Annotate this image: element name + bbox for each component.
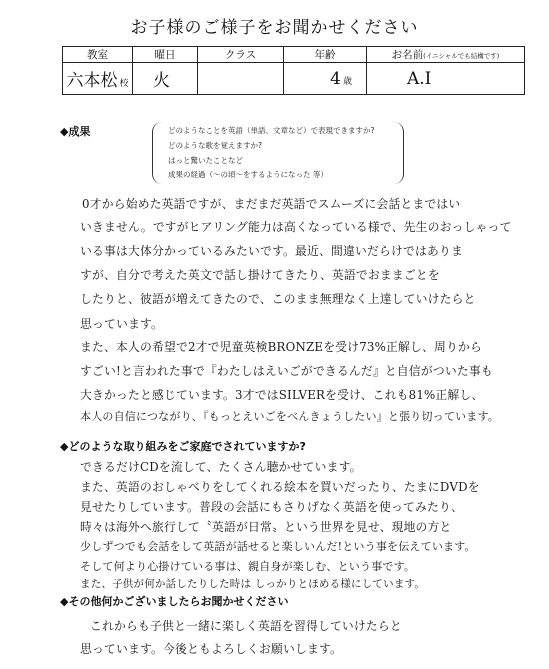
value-school bbox=[63, 63, 133, 95]
value-class bbox=[198, 63, 284, 95]
home-line: また、子供が何か話したりした時は しっかりとほめる様にしています。 bbox=[80, 578, 426, 590]
value-age bbox=[284, 63, 367, 95]
header-age: 年齢 bbox=[284, 47, 367, 63]
value-name bbox=[367, 63, 525, 95]
info-value-row bbox=[63, 63, 525, 95]
results-line: すごい!と言われた事で『わたしはえいごができるんだ』と自信がついた事も bbox=[80, 364, 493, 378]
school-suffix: 校 bbox=[119, 79, 129, 89]
other-line: これからも子供と一緒に楽しく英語を習得していけたらと bbox=[90, 619, 402, 633]
age-unit: 歳 bbox=[342, 76, 352, 87]
name-value: A.I bbox=[407, 68, 432, 89]
results-line: 0才から始めた英語ですが、まだまだ英語でスムーズに会話とまではい bbox=[82, 197, 461, 211]
header-day: 曜日 bbox=[133, 47, 198, 63]
home-line: また、英語のおしゃべりをしてくれる絵本を買いだったり、たまにDVDを bbox=[80, 480, 480, 494]
results-line: いきません。ですがヒアリング能力は高くなっている様で、先生のおっしゃって bbox=[80, 220, 512, 234]
form-title: お子様のご様子をお聞かせください bbox=[130, 18, 419, 38]
results-line: 思っています。 bbox=[80, 317, 164, 331]
results-line: すが、自分で考えた英文で話し掛けてきたり、英語でおままごとを bbox=[80, 268, 440, 282]
header-name bbox=[367, 47, 525, 63]
results-line: 大きかったと感じています。3才ではSILVERを受け、これも81%正解し、 bbox=[80, 388, 484, 402]
school-name: 六本松 bbox=[66, 71, 118, 91]
home-line: 見せたりしています。普段の会話にもさりげなく英語を使ってみたり、 bbox=[80, 500, 463, 514]
day-value: 火 bbox=[153, 71, 170, 91]
home-line: そして何より心掛けている事は、親自身が楽しむ、という事です。 bbox=[80, 560, 416, 573]
prompt-line: どのようなことを英語（単語、文章など）で表現できますか? bbox=[168, 126, 375, 135]
home-line: 少しずつでも会話をして英語が話せると楽しいんだ!という事を伝えています。 bbox=[80, 540, 476, 553]
results-line: いる事は大体分かっているみたいです。最近、間違いだらけではありま bbox=[80, 244, 463, 258]
header-name-label: お名前 bbox=[391, 49, 424, 61]
info-header-row bbox=[63, 47, 525, 63]
results-line: したりと、彼語が増えてきたので、このまま無理なく上達していけたらと bbox=[80, 292, 476, 306]
results-line: 本人の自信につながり、『もっとえいごをべんきょうしたい』と張り切っています。 bbox=[80, 410, 499, 423]
other-line: 思っています。今後ともよろしくお願いします。 bbox=[80, 642, 343, 656]
header-class: クラス bbox=[198, 47, 284, 63]
other-label: ◆その他何かございましたらお聞かせください bbox=[60, 595, 289, 608]
header-school: 教室 bbox=[63, 47, 133, 63]
prompt-line: はっと驚いたことなど bbox=[168, 156, 243, 165]
home-label: ◆どのような取り組みをご家庭でされていますか? bbox=[60, 440, 306, 453]
home-line: できるだけCDを流して、たくさん聴かせています。 bbox=[80, 460, 362, 474]
results-label: ◆成果 bbox=[60, 125, 91, 138]
results-line: また、本人の希望で2才で児童英検BRONZEを受け73%正解し、周りから bbox=[80, 340, 482, 354]
prompt-line: どのような歌を覚えますか? bbox=[168, 141, 262, 150]
info-table bbox=[62, 46, 525, 95]
age-value: 4 bbox=[330, 68, 341, 89]
prompt-line: 成果の経過（～の頃～をするようになった 等） bbox=[168, 170, 328, 179]
header-name-note: (イニシャルでも結構です) bbox=[423, 52, 500, 60]
home-line: 時々は海外へ旅行して〝英語が日常〟という世界を見せ、現地の方と bbox=[80, 520, 452, 534]
value-day bbox=[133, 63, 198, 95]
